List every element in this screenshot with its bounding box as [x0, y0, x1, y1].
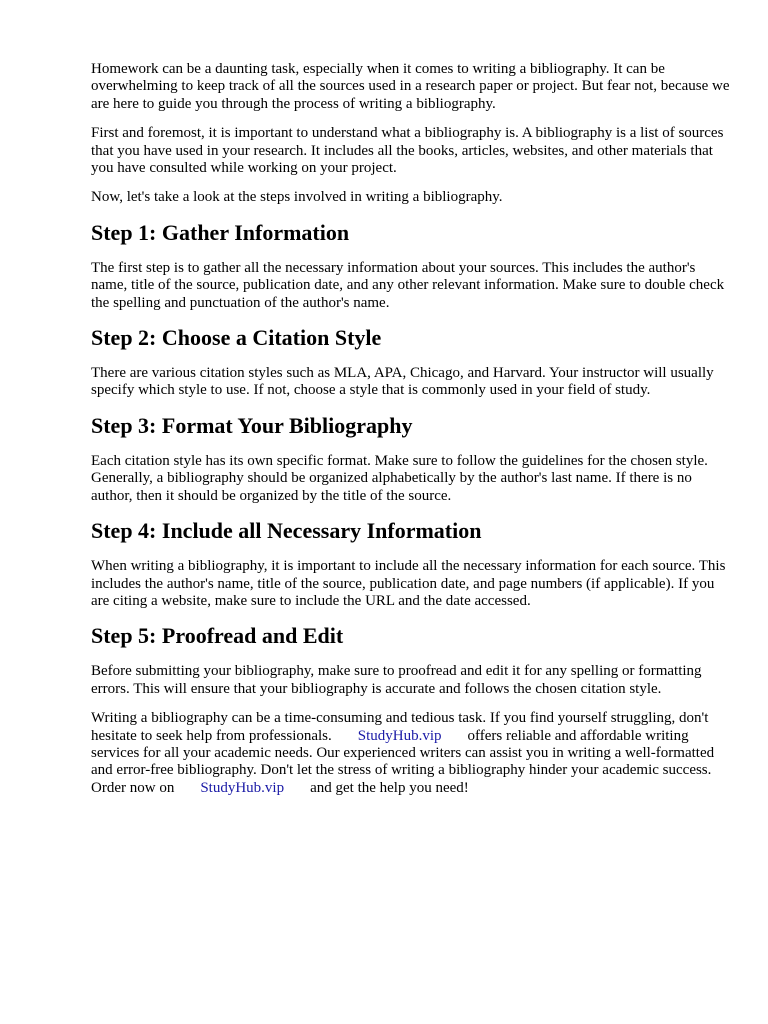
intro-paragraph-2: First and foremost, it is important to understand what a bibliography is. A bibliography is a list of sources that you have used in your research. It includes all the books, articles, websites, and other materials that you have consulted while working on your project. [91, 125, 724, 177]
closing-text-1: Writing a bibliography can be a time-consuming and tedious task. If you find yourself struggling, don't hesitate to seek help from professionals. [91, 710, 709, 744]
step-3-body: Each citation style has its own specific format. Make sure to follow the guidelines for the chosen style. Generally, a bibliography should be organized alphabetically by the author's last name. If there is no author, then it should be organized by the title of the source. [91, 452, 708, 504]
studyhub-link-2[interactable]: StudyHub.vip [200, 779, 285, 796]
step-4-heading: Step 4: Include all Necessary Information [91, 518, 482, 544]
step-1-body: The first step is to gather all the necessary information about your sources. This includes the author's name, title of the source, publication date, and any other relevant information. Make sure to double check the spelling and punctuation of the author's name. [91, 259, 725, 311]
step-1-heading: Step 1: Gather Information [91, 219, 350, 245]
intro-paragraph-3: Now, let's take a look at the steps involved in writing a bibliography. [91, 189, 503, 206]
document-page [91, 61, 731, 797]
studyhub-link-1[interactable]: StudyHub.vip [357, 727, 442, 744]
closing-paragraph [91, 710, 731, 797]
intro-paragraph-1: Homework can be a daunting task, especially when it comes to writing a bibliography. It can be overwhelming to keep track of all the sources used in a research paper or project. But fear not, because we are here to guide you through the process of writing a bibliography. [91, 61, 730, 112]
step-2-body: There are various citation styles such as MLA, APA, Chicago, and Harvard. Your instructor will usually specify which style to use. If not, choose a style that is commonly used in your field of study. [91, 365, 714, 399]
closing-text-3: and get the help you need! [310, 779, 469, 796]
step-3-heading: Step 3: Format Your Bibliography [91, 412, 413, 438]
step-5-body: Before submitting your bibliography, make sure to proofread and edit it for any spelling or formatting errors. This will ensure that your bibliography is accurate and follows the chosen citation style. [91, 663, 702, 697]
step-2-heading: Step 2: Choose a Citation Style [91, 325, 382, 351]
closing-text-2: offers reliable and affordable writing services for all your academic needs. Our experienced writers can assist you in writing a well-formatted and error-free bibliography. Don't let the stress of writing a bibliography hinder your academic success. Order now on [91, 727, 715, 796]
step-5-heading: Step 5: Proofread and Edit [91, 623, 344, 649]
step-4-body: When writing a bibliography, it is important to include all the necessary information for each source. This includes the author's name, title of the source, publication date, and page numbers (if applicable). If you are citing a website, make sure to include the URL and the date accessed. [91, 558, 726, 609]
